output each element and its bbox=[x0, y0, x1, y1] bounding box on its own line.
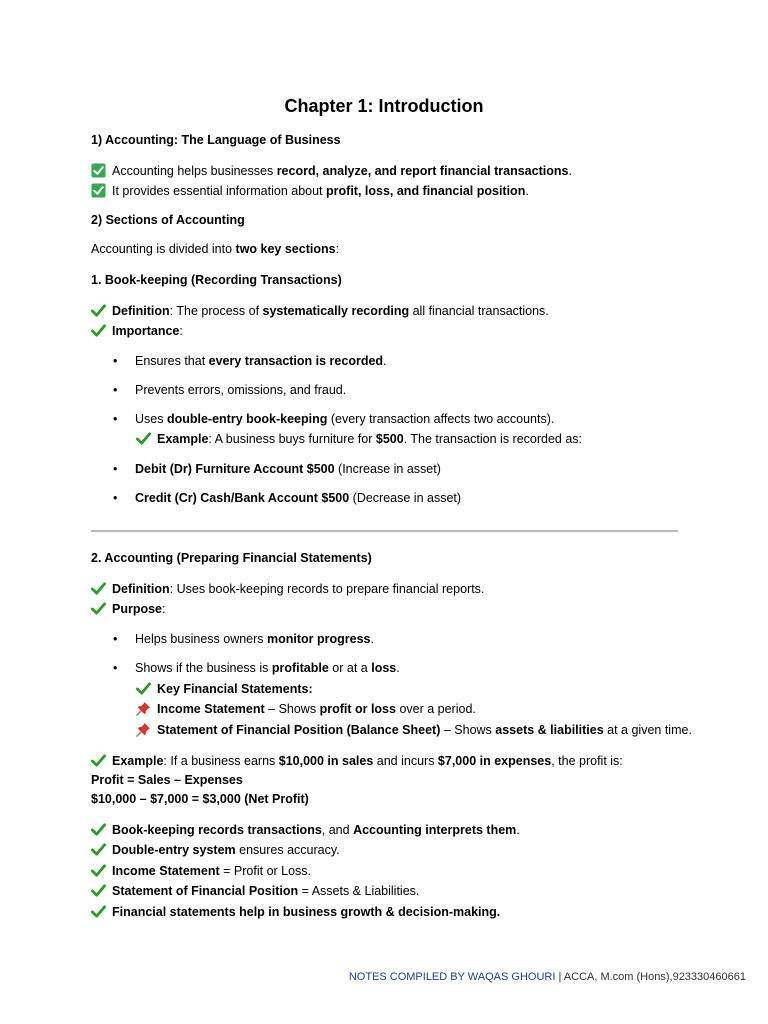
horizontal-divider bbox=[91, 530, 678, 532]
check-mark-icon bbox=[91, 753, 106, 768]
summary-item: Statement of Financial Position = Assets & Liabilities. bbox=[91, 882, 419, 900]
check-box-icon bbox=[91, 183, 106, 198]
check-mark-icon bbox=[91, 323, 106, 338]
summary-item: Double-entry system ensures accuracy. bbox=[91, 841, 340, 859]
list-item: Statement of Financial Position (Balance Sheet) – Shows assets & liabilities at a given time. bbox=[136, 721, 692, 739]
bullet-icon: • bbox=[113, 462, 118, 476]
section-heading: 2) Sections of Accounting bbox=[91, 213, 245, 227]
footer-details: ACCA, M.com (Hons),923330460661 bbox=[563, 971, 746, 983]
bullet-icon: • bbox=[113, 491, 118, 505]
check-mark-icon bbox=[91, 581, 106, 596]
bullet-item: • Debit (Dr) Furniture Account $500 (Increase in asset) bbox=[113, 462, 441, 476]
subsection-heading: 2. Accounting (Preparing Financial Statements) bbox=[91, 551, 372, 565]
formula-line: $10,000 – $7,000 = $3,000 (Net Profit) bbox=[91, 792, 309, 806]
check-mark-icon bbox=[91, 822, 106, 837]
page-title: Chapter 1: Introduction bbox=[284, 96, 484, 116]
bullet-icon: • bbox=[113, 354, 118, 368]
summary-item: Income Statement = Profit or Loss. bbox=[91, 862, 311, 880]
list-item: Importance: bbox=[91, 322, 183, 340]
list-item: Income Statement – Shows profit or loss over a period. bbox=[136, 700, 476, 718]
page-footer bbox=[349, 971, 746, 983]
list-item: Definition: Uses book-keeping records to prepare financial reports. bbox=[91, 580, 484, 598]
bullet-item: • Shows if the business is profitable or at a loss. bbox=[113, 661, 400, 675]
check-box-icon bbox=[91, 163, 106, 178]
formula-line: Profit = Sales – Expenses bbox=[91, 773, 243, 787]
check-mark-icon bbox=[91, 883, 106, 898]
bullet-icon: • bbox=[113, 383, 118, 397]
bullet-item: • Prevents errors, omissions, and fraud. bbox=[113, 383, 347, 397]
check-mark-icon bbox=[91, 863, 106, 878]
example-item: Example: If a business earns $10,000 in sales and incurs $7,000 in expenses, the profit is: bbox=[91, 752, 623, 770]
check-mark-icon bbox=[91, 842, 106, 857]
check-mark-icon bbox=[91, 904, 106, 919]
footer-credit: NOTES COMPILED BY WAQAS GHOURI bbox=[348, 971, 556, 983]
bullet-item: • Credit (Cr) Cash/Bank Account $500 (Decrease in asset) bbox=[113, 491, 462, 505]
check-mark-icon bbox=[136, 431, 151, 446]
section-heading: 1) Accounting: The Language of Business bbox=[91, 133, 341, 147]
footer-separator: | bbox=[555, 971, 564, 983]
summary-item: Book-keeping records transactions, and Accounting interprets them. bbox=[91, 821, 520, 839]
check-mark-icon bbox=[91, 303, 106, 318]
bullet-icon: • bbox=[113, 661, 118, 675]
check-mark-icon bbox=[91, 601, 106, 616]
bullet-icon: • bbox=[113, 412, 118, 426]
bullet-icon: • bbox=[113, 632, 118, 646]
bullet-item: • Uses double-entry book-keeping (every transaction affects two accounts). bbox=[113, 412, 555, 426]
bullet-item: • Helps business owners monitor progress. bbox=[113, 632, 374, 646]
subsection-heading: 1. Book-keeping (Recording Transactions) bbox=[91, 273, 342, 287]
example-item: Example: A business buys furniture for $500. The transaction is recorded as: bbox=[136, 430, 582, 448]
list-item: Definition: The process of systematically recording all financial transactions. bbox=[91, 302, 549, 320]
list-item: Purpose: bbox=[91, 600, 166, 618]
paragraph: Accounting is divided into two key sections: bbox=[91, 242, 340, 256]
bullet-item: • Ensures that every transaction is recorded. bbox=[113, 354, 387, 368]
summary-item: Financial statements help in business growth & decision-making. bbox=[91, 903, 500, 921]
list-item: Accounting helps businesses record, analyze, and report financial transactions. bbox=[91, 162, 572, 180]
list-item: Key Financial Statements: bbox=[136, 680, 313, 698]
pushpin-icon bbox=[136, 722, 151, 737]
list-item: It provides essential information about profit, loss, and financial position. bbox=[91, 182, 529, 200]
pushpin-icon bbox=[136, 701, 151, 716]
check-mark-icon bbox=[136, 681, 151, 696]
